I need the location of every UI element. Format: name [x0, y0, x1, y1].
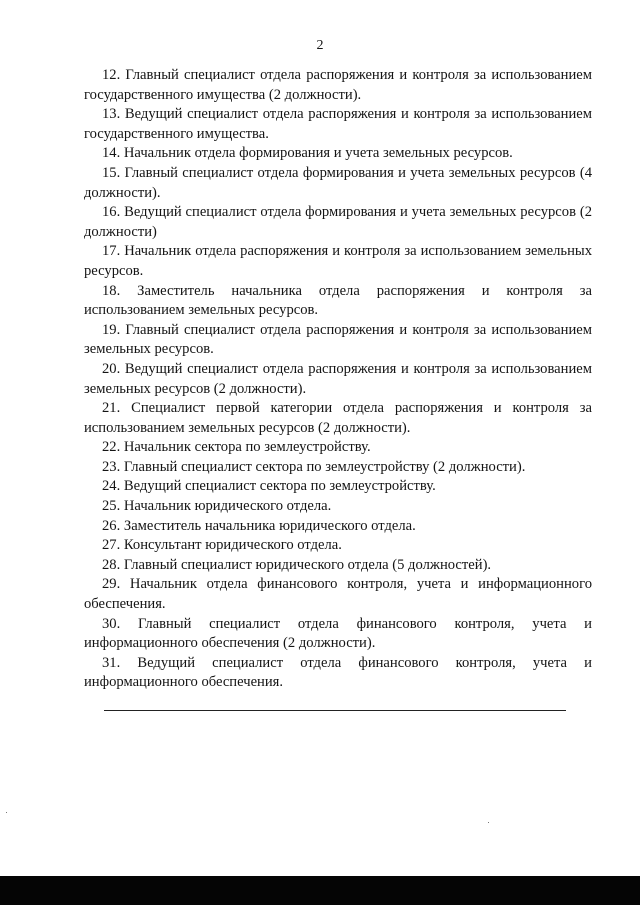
- list-item: 29. Начальник отдела финансового контроля, учета и информационного обеспечения.: [84, 576, 592, 613]
- list-item: 20. Ведущий специалист отдела распоряжения и контроля за использованием земельных ресурсов (2 должности).: [84, 360, 592, 397]
- list-item: 30. Главный специалист отдела финансового контроля, учета и информационного обеспечения (2 должности).: [84, 615, 592, 652]
- list-item: 25. Начальник юридического отдела.: [102, 498, 332, 515]
- list-item: 18. Заместитель начальника отдела распоряжения и контроля за использованием земельных ресурсов.: [84, 282, 592, 319]
- list-item: 12. Главный специалист отдела распоряжения и контроля за использованием государственного имущества (2 должности).: [84, 67, 592, 103]
- list-item: 27. Консультант юридического отдела.: [102, 537, 342, 554]
- page-number: 2: [316, 38, 324, 53]
- scan-speck: [488, 822, 489, 823]
- position-list: [84, 66, 592, 693]
- scan-bottom-edge: [0, 876, 640, 905]
- list-item: 15. Главный специалист отдела формирования и учета земельных ресурсов (4 должности).: [84, 164, 592, 201]
- list-item: 26. Заместитель начальника юридического отдела.: [102, 517, 416, 534]
- end-rule: [104, 710, 566, 711]
- list-item: 16. Ведущий специалист отдела формирования и учета земельных ресурсов (2 должности): [84, 204, 592, 240]
- list-item: 13. Ведущий специалист отдела распоряжения и контроля за использованием государственного имущества.: [84, 106, 592, 142]
- list-item: 24. Ведущий специалист сектора по землеустройству.: [102, 478, 436, 495]
- list-item: 31. Ведущий специалист отдела финансового контроля, учета и информационного обеспечения.: [84, 654, 592, 691]
- scan-speck: [6, 812, 7, 813]
- list-item: 22. Начальник сектора по землеустройству.: [102, 439, 371, 456]
- list-item: 23. Главный специалист сектора по землеустройству (2 должности).: [102, 458, 526, 475]
- list-item: 28. Главный специалист юридического отдела (5 должностей).: [102, 556, 492, 573]
- list-item: 17. Начальник отдела распоряжения и контроля за использованием земельных ресурсов.: [84, 243, 592, 279]
- list-item: 19. Главный специалист отдела распоряжения и контроля за использованием земельных ресурсов.: [84, 321, 592, 358]
- list-item: 21. Специалист первой категории отдела распоряжения и контроля за использованием земельных ресурсов (2 должности).: [84, 400, 592, 436]
- list-item: 14. Начальник отдела формирования и учета земельных ресурсов.: [102, 145, 513, 162]
